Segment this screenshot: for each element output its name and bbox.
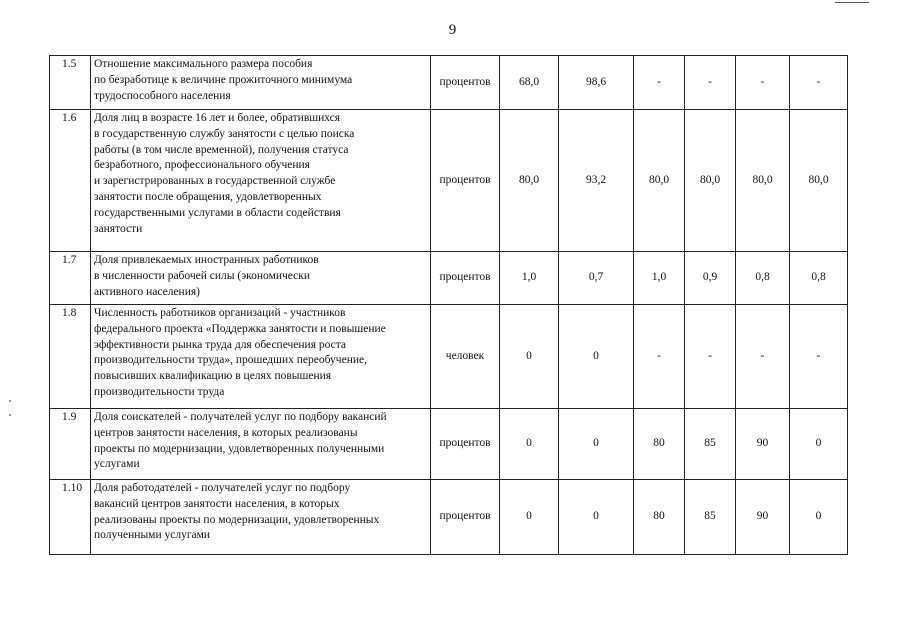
indicator-name-line: занятости bbox=[94, 222, 143, 235]
row-number: 1.5 bbox=[50, 56, 91, 110]
row-number: 1.7 bbox=[50, 252, 91, 305]
table-row bbox=[50, 56, 848, 110]
value-cell: 80,0 bbox=[790, 110, 848, 252]
value-cell: 0,8 bbox=[790, 252, 848, 305]
value-cell: 0 bbox=[559, 480, 634, 555]
indicator-name-line: проекты по модернизации, удовлетворенных полученными bbox=[94, 442, 385, 455]
indicator-name-line: Отношение максимального размера пособия bbox=[94, 58, 313, 70]
margin-speck bbox=[9, 414, 11, 416]
indicator-name-line: и зарегистрированных в государственной службе bbox=[94, 175, 336, 188]
indicator-name-line: Доля соискателей - получателей услуг по подбору вакансий bbox=[94, 411, 387, 423]
indicator-name-line: реализованы проекты по модернизации, удовлетворенных bbox=[94, 513, 380, 526]
value-cell: 80 bbox=[634, 480, 685, 555]
indicator-name-line: центров занятости населения, в которых реализованы bbox=[94, 426, 358, 439]
row-number: 1.9 bbox=[50, 409, 91, 480]
value-cell: 0,8 bbox=[736, 252, 790, 305]
value-cell: 90 bbox=[736, 409, 790, 480]
value-cell: 1,0 bbox=[634, 252, 685, 305]
indicator-name bbox=[91, 409, 431, 480]
value-cell: - bbox=[790, 305, 848, 409]
indicator-name-line: вакансий центров занятости населения, в которых bbox=[94, 497, 340, 510]
value-cell: 68,0 bbox=[500, 56, 559, 110]
unit-cell: процентов bbox=[431, 110, 500, 252]
value-cell: - bbox=[736, 305, 790, 409]
value-cell: 80,0 bbox=[736, 110, 790, 252]
value-cell: 93,2 bbox=[559, 110, 634, 252]
value-cell: 85 bbox=[685, 409, 736, 480]
indicator-name bbox=[91, 110, 431, 252]
indicator-name-line: Численность работников организаций - участников bbox=[94, 307, 346, 319]
value-cell: 0 bbox=[790, 480, 848, 555]
indicator-name bbox=[91, 252, 431, 305]
unit-cell: процентов bbox=[431, 480, 500, 555]
value-cell: 0 bbox=[500, 409, 559, 480]
value-cell: - bbox=[736, 56, 790, 110]
table-row bbox=[50, 480, 848, 555]
unit-cell: человек bbox=[431, 305, 500, 409]
value-cell: 0 bbox=[790, 409, 848, 480]
indicator-name-line: производительности труда bbox=[94, 385, 225, 398]
table-body bbox=[50, 56, 848, 555]
value-cell: 80 bbox=[634, 409, 685, 480]
indicator-name-line: в численности рабочей силы (экономически bbox=[94, 269, 311, 282]
value-cell: 98,6 bbox=[559, 56, 634, 110]
value-cell: - bbox=[634, 305, 685, 409]
table-row bbox=[50, 252, 848, 305]
value-cell: - bbox=[634, 56, 685, 110]
value-cell: 0 bbox=[559, 409, 634, 480]
value-cell: 85 bbox=[685, 480, 736, 555]
indicator-name bbox=[91, 305, 431, 409]
value-cell: 0 bbox=[500, 305, 559, 409]
value-cell: - bbox=[685, 56, 736, 110]
corner-mark bbox=[835, 0, 869, 3]
unit-cell: процентов bbox=[431, 409, 500, 480]
value-cell: - bbox=[685, 305, 736, 409]
table-row bbox=[50, 110, 848, 252]
indicator-name-line: активного населения) bbox=[94, 285, 200, 298]
value-cell: 0 bbox=[500, 480, 559, 555]
indicator-name-line: эффективности рынка труда для обеспечения роста bbox=[94, 338, 347, 351]
value-cell: 80,0 bbox=[685, 110, 736, 252]
value-cell: 0,7 bbox=[559, 252, 634, 305]
indicators-table bbox=[49, 55, 848, 555]
indicator-name-line: услугами bbox=[94, 458, 140, 471]
row-number: 1.6 bbox=[50, 110, 91, 252]
row-number: 1.8 bbox=[50, 305, 91, 409]
indicator-name-line: работы (в том числе временной), получения статуса bbox=[94, 143, 349, 156]
margin-speck bbox=[9, 400, 11, 402]
page-number: 9 bbox=[448, 22, 457, 38]
indicator-name bbox=[91, 480, 431, 555]
indicator-name-line: Доля привлекаемых иностранных работников bbox=[94, 254, 319, 266]
indicator-name-line: по безработице к величине прожиточного минимума bbox=[94, 73, 353, 86]
indicator-name-line: федерального проекта «Поддержка занятости и повышение bbox=[94, 322, 386, 335]
unit-cell: процентов bbox=[431, 56, 500, 110]
indicator-name-line: безработного, профессионального обучения bbox=[94, 159, 310, 172]
row-number: 1.10 bbox=[50, 480, 91, 555]
value-cell: 1,0 bbox=[500, 252, 559, 305]
indicator-name bbox=[91, 56, 431, 110]
table-row bbox=[50, 409, 848, 480]
unit-cell: процентов bbox=[431, 252, 500, 305]
indicator-name-line: повысивших квалификацию в целях повышения bbox=[94, 370, 332, 383]
indicator-name-line: трудоспособного населения bbox=[94, 89, 231, 102]
indicator-name-line: Доля работодателей - получателей услуг по подбору bbox=[94, 482, 351, 494]
indicator-name-line: Доля лиц в возрасте 16 лет и более, обратившихся bbox=[94, 112, 341, 124]
indicator-name-line: полученными услугами bbox=[94, 529, 211, 542]
indicator-name-line: государственными услугами в области содействия bbox=[94, 206, 341, 219]
indicator-name-line: в государственную службу занятости с целью поиска bbox=[94, 127, 355, 140]
value-cell: 80,0 bbox=[500, 110, 559, 252]
table-row bbox=[50, 305, 848, 409]
value-cell: 0,9 bbox=[685, 252, 736, 305]
value-cell: 80,0 bbox=[634, 110, 685, 252]
value-cell: - bbox=[790, 56, 848, 110]
indicator-name-line: производительности труда», прошедших переобучение, bbox=[94, 354, 367, 367]
indicator-name-line: занятости после обращения, удовлетворенных bbox=[94, 190, 322, 203]
value-cell: 90 bbox=[736, 480, 790, 555]
value-cell: 0 bbox=[559, 305, 634, 409]
